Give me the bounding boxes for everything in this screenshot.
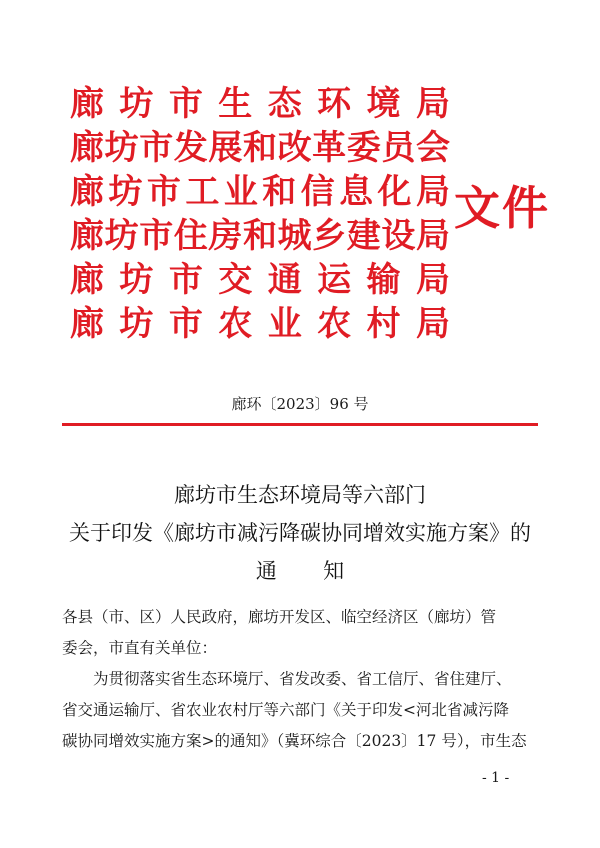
issuer-char: 员 bbox=[381, 128, 416, 168]
issuer-char: 工 bbox=[185, 172, 220, 212]
issuer-list bbox=[70, 82, 450, 346]
issuer-char: 农 bbox=[317, 304, 352, 344]
issuer-char: 廊 bbox=[70, 172, 104, 212]
document-type-label: 文件 bbox=[454, 181, 550, 235]
issuer-char: 建 bbox=[346, 216, 381, 256]
issuer-char: 市 bbox=[139, 128, 174, 168]
issuer-char: 化 bbox=[377, 172, 412, 212]
issuer-char: 和 bbox=[242, 216, 277, 256]
issuer-char: 廊 bbox=[70, 260, 104, 300]
issuer-char: 坊 bbox=[104, 216, 139, 256]
issuer-char: 息 bbox=[339, 172, 374, 212]
body-line: 省交通运输厅、省农业农村厅等六部门《关于印发<河北省减污降 bbox=[62, 701, 509, 719]
issuer-char: 业 bbox=[223, 172, 258, 212]
issuer-char: 通 bbox=[267, 260, 302, 300]
issuer-char: 城 bbox=[277, 216, 312, 256]
issuer-char: 坊 bbox=[104, 128, 139, 168]
issuer-char: 局 bbox=[415, 84, 450, 124]
issuer-char: 生 bbox=[218, 84, 253, 124]
issuer-char: 局 bbox=[415, 260, 450, 300]
issuer-char: 市 bbox=[168, 304, 203, 344]
issuer-name bbox=[70, 170, 450, 214]
title-line: 廊坊市生态环境局等六部门 bbox=[174, 483, 426, 507]
issuer-char: 村 bbox=[366, 304, 401, 344]
issuer-char: 和 bbox=[262, 172, 297, 212]
issuer-name bbox=[70, 214, 450, 258]
issuer-char: 住 bbox=[173, 216, 208, 256]
issuer-char: 交 bbox=[218, 260, 253, 300]
issuer-char: 会 bbox=[415, 128, 450, 168]
issuer-char: 信 bbox=[300, 172, 335, 212]
issuer-char: 局 bbox=[415, 304, 450, 344]
issuer-char: 市 bbox=[168, 260, 203, 300]
issuer-char: 市 bbox=[146, 172, 181, 212]
issuer-char: 设 bbox=[381, 216, 416, 256]
issuer-char: 廊 bbox=[70, 84, 104, 124]
issuer-char: 市 bbox=[168, 84, 203, 124]
issuer-char: 坊 bbox=[108, 172, 143, 212]
issuer-name bbox=[70, 82, 450, 126]
issuer-char: 发 bbox=[173, 128, 208, 168]
issuer-char: 输 bbox=[366, 260, 401, 300]
issuer-char: 乡 bbox=[312, 216, 347, 256]
document-body bbox=[62, 602, 540, 757]
issuer-char: 房 bbox=[208, 216, 243, 256]
issuer-char: 坊 bbox=[119, 304, 154, 344]
issuer-char: 业 bbox=[267, 304, 302, 344]
issuer-char: 农 bbox=[218, 304, 253, 344]
document-number: 廊环〔2023〕96 号 bbox=[231, 395, 369, 413]
issuer-char: 委 bbox=[346, 128, 381, 168]
page-number: - 1 - bbox=[482, 770, 510, 786]
body-line: 碳协同增效实施方案>的通知》（冀环综合〔2023〕17 号），市生态 bbox=[62, 732, 527, 750]
issuer-char: 坊 bbox=[119, 260, 154, 300]
issuer-char: 坊 bbox=[119, 84, 154, 124]
issuer-name bbox=[70, 302, 450, 346]
issuer-char: 改 bbox=[277, 128, 312, 168]
issuer-char: 市 bbox=[139, 216, 174, 256]
body-line: 各县（市、区）人民政府，廊坊开发区、临空经济区（廊坊）管 bbox=[62, 608, 497, 626]
issuer-name bbox=[70, 126, 450, 170]
issuer-char: 和 bbox=[242, 128, 277, 168]
issuer-name bbox=[70, 258, 450, 302]
issuer-char: 廊 bbox=[70, 216, 104, 256]
issuer-char: 展 bbox=[208, 128, 243, 168]
issuer-char: 境 bbox=[366, 84, 401, 124]
document-title bbox=[0, 478, 600, 592]
issuer-char: 廊 bbox=[70, 304, 104, 344]
issuer-char: 态 bbox=[267, 84, 302, 124]
body-line: 为贯彻落实省生态环境厅、省发改委、省工信厅、省住建厅、 bbox=[93, 670, 512, 688]
issuer-char: 局 bbox=[415, 216, 450, 256]
issuer-char: 运 bbox=[317, 260, 352, 300]
title-line: 通知 bbox=[255, 559, 391, 583]
title-line: 关于印发《廊坊市减污降碳协同增效实施方案》的 bbox=[69, 521, 531, 545]
issuer-char: 廊 bbox=[70, 128, 104, 168]
body-line: 委会，市直有关单位： bbox=[62, 639, 218, 657]
issuer-char: 革 bbox=[312, 128, 347, 168]
issuer-char: 环 bbox=[317, 84, 352, 124]
issuer-char: 局 bbox=[415, 172, 450, 212]
header-divider bbox=[62, 423, 538, 426]
